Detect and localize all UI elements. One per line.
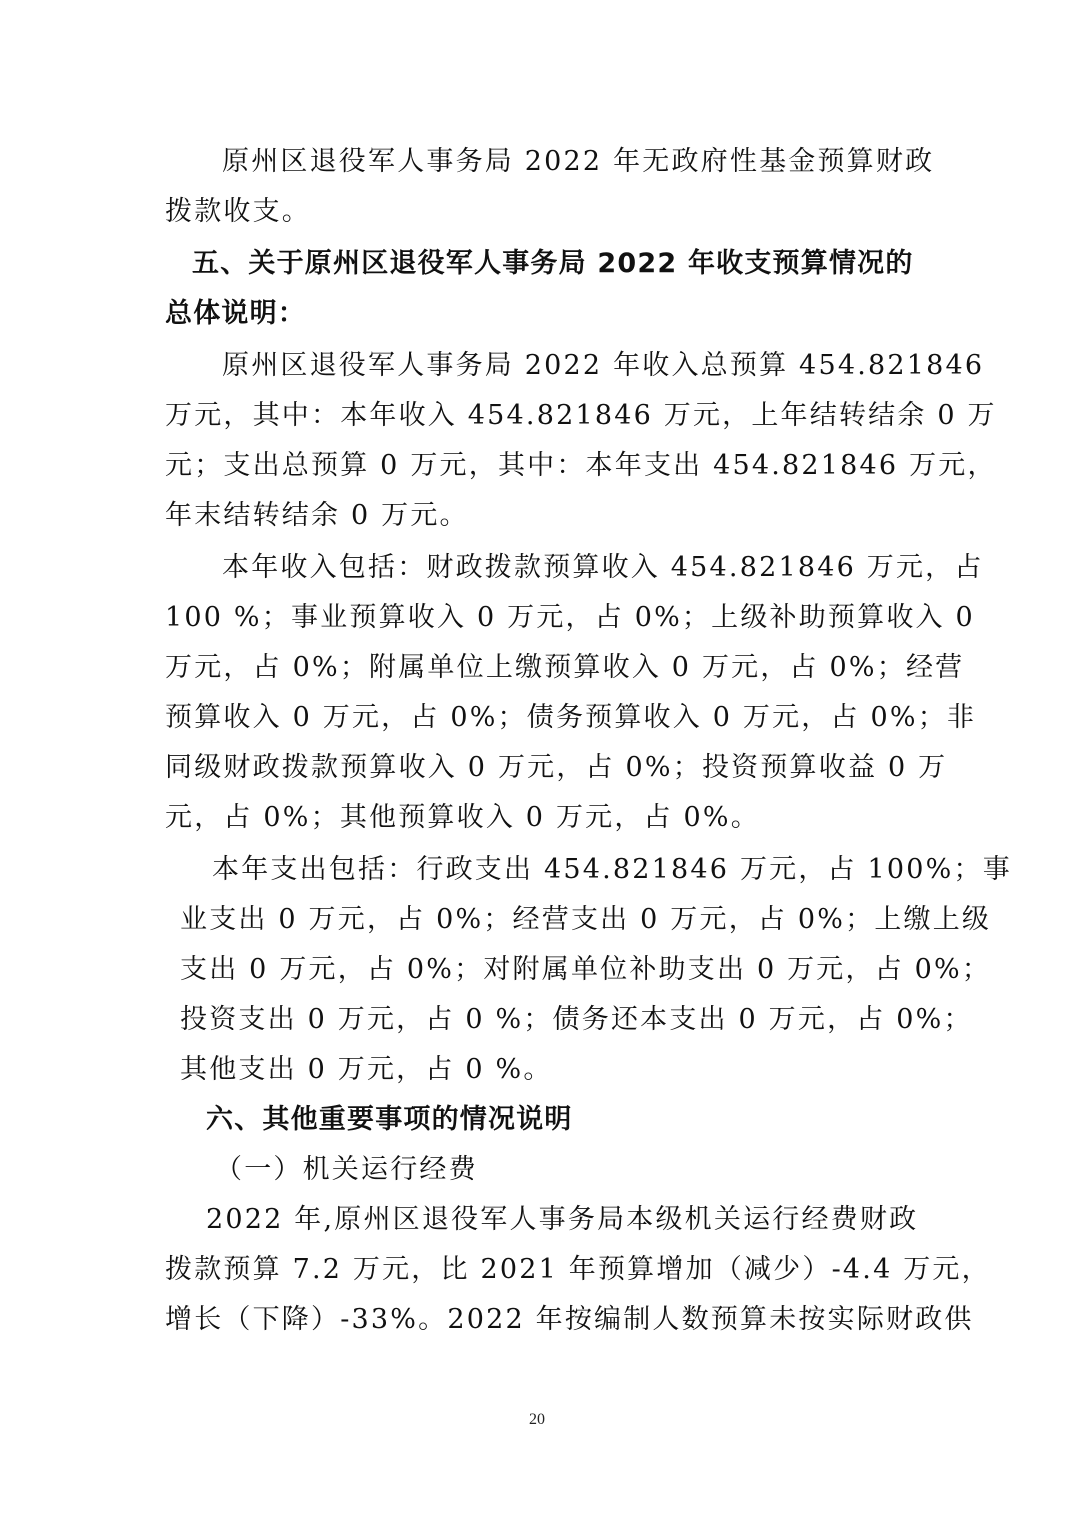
paragraph-line: 元；支出总预算 0 万元，其中：本年支出 454.821846 万元， [165, 450, 997, 481]
subsection-heading: （一）机关运行经费 [215, 1154, 478, 1185]
paragraph-line: 业支出 0 万元，占 0%；经营支出 0 万元，占 0%；上缴上级 [180, 904, 992, 935]
paragraph-line: 增长（下降）-33%。2022 年按编制人数预算未按实际财政供 [165, 1304, 974, 1335]
paragraph-line: 本年收入包括：财政拨款预算收入 454.821846 万元，占 [222, 552, 984, 583]
paragraph-line: 同级财政拨款预算收入 0 万元，占 0%；投资预算收益 0 万 [165, 752, 948, 783]
paragraph-line: 原州区退役军人事务局 2022 年无政府性基金预算财政 [222, 146, 935, 177]
paragraph-line: 元，占 0%；其他预算收入 0 万元，占 0%。 [165, 802, 760, 833]
paragraph-line: 万元，占 0%；附属单位上缴预算收入 0 万元，占 0%；经营 [165, 652, 965, 683]
paragraph-line: 投资支出 0 万元，占 0 %；债务还本支出 0 万元，占 0%； [180, 1004, 973, 1035]
section-heading-five-cont: 总体说明： [165, 298, 306, 329]
section-heading-five: 五、关于原州区退役军人事务局 2022 年收支预算情况的 [192, 248, 914, 279]
paragraph-line: 2022 年,原州区退役军人事务局本级机关运行经费财政 [206, 1204, 919, 1235]
paragraph-line: 本年支出包括：行政支出 454.821846 万元，占 100%；事 [212, 854, 1012, 885]
paragraph-line: 年末结转结余 0 万元。 [165, 500, 469, 531]
page-number: 20 [529, 1411, 545, 1428]
paragraph-line: 100 %；事业预算收入 0 万元，占 0%；上级补助预算收入 0 [165, 602, 975, 633]
paragraph-line: 预算收入 0 万元，占 0%；债务预算收入 0 万元，占 0%；非 [165, 702, 977, 733]
section-heading-six: 六、其他重要事项的情况说明 [206, 1104, 573, 1135]
paragraph-line: 支出 0 万元，占 0%；对附属单位补助支出 0 万元，占 0%； [180, 954, 992, 985]
paragraph-line: 其他支出 0 万元，占 0 %。 [180, 1054, 553, 1085]
paragraph-line: 拨款收支。 [165, 196, 311, 227]
paragraph-line: 拨款预算 7.2 万元，比 2021 年预算增加（减少）-4.4 万元， [165, 1254, 991, 1285]
paragraph-line: 万元，其中：本年收入 454.821846 万元，上年结转结余 0 万 [165, 400, 997, 431]
paragraph-line: 原州区退役军人事务局 2022 年收入总预算 454.821846 [222, 350, 985, 381]
